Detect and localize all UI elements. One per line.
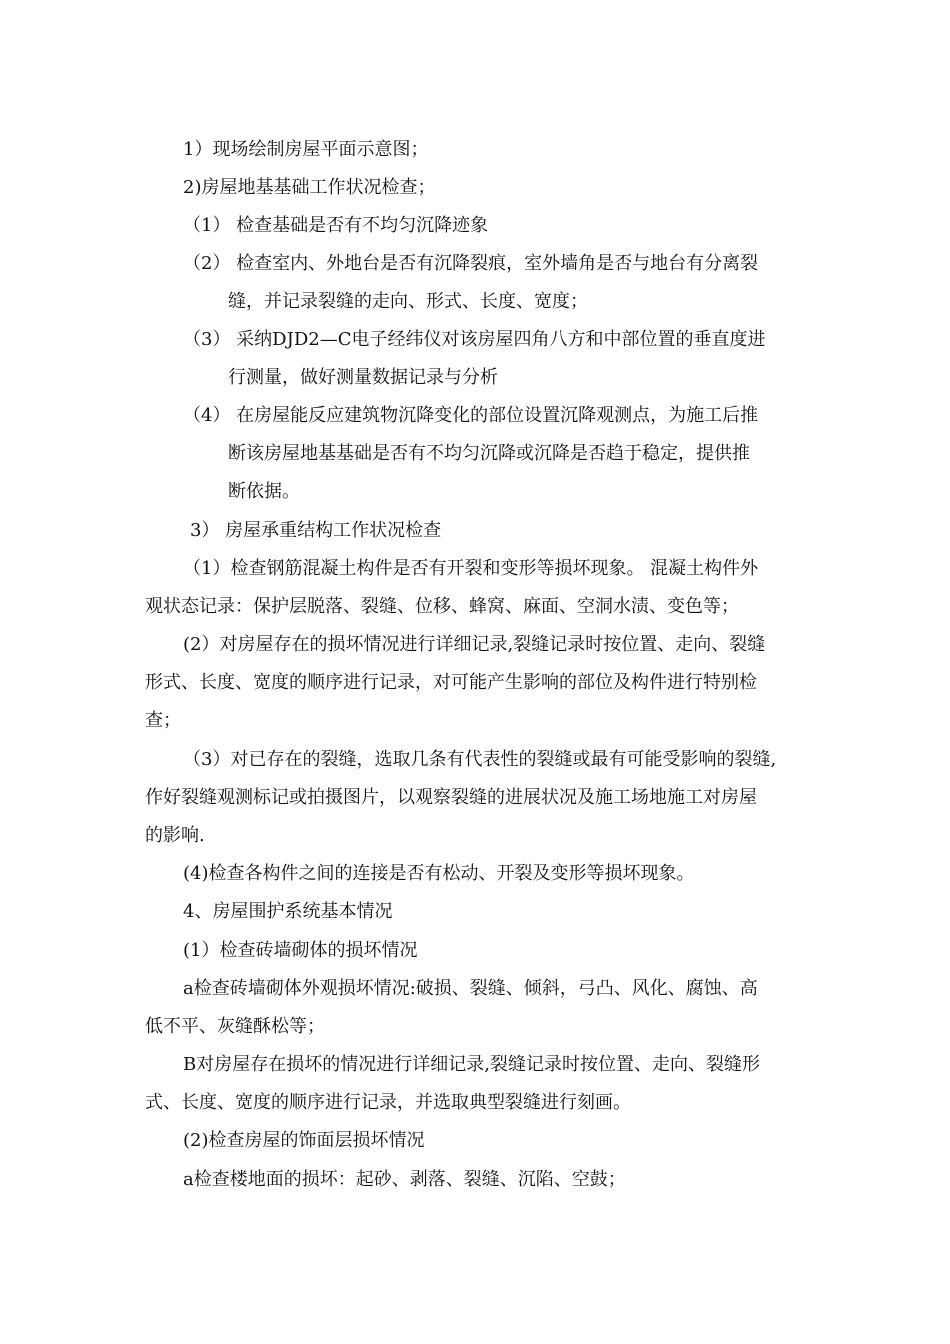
text-line: 观状态记录：保护层脱落、裂缝、位移、蜂窝、麻面、空洞水渍、变色等； [145,596,739,617]
text-line: 缝，并记录裂缝的走向、形式、长度、宽度； [228,291,588,312]
text-line: 2)房屋地基基础工作状况检查； [183,177,436,198]
text-line: （3） 采纳DJD2—C电子经纬仪对该房屋四角八方和中部位置的垂直度进 [183,329,766,350]
text-line: （1） 检查基础是否有不均匀沉降迹象 [183,215,489,236]
text-line: 3） 房屋承重结构工作状况检查 [190,520,442,541]
text-line: （4） 在房屋能反应建筑物沉降变化的部位设置沉降观测点，为施工后推 [183,405,759,426]
text-line: (2）对房屋存在的损坏情况进行详细记录,裂缝记录时按位置、走向、裂缝 [183,634,766,655]
text-line: a检查砖墙砌体外观损坏情况:破损、裂缝、倾斜，弓凸、风化、腐蚀、高 [183,978,758,999]
text-line: 的影响. [145,825,205,846]
text-line: (1）检查砖墙砌体的损坏情况 [183,940,418,961]
text-line: 断该房屋地基基础是否有不均匀沉降或沉降是否趋于稳定，提供推 [228,443,750,464]
text-line: 1）现场绘制房屋平面示意图； [183,139,429,160]
text-line: （2） 检查室内、外地台是否有沉降裂痕，室外墙角是否与地台有分离裂 [183,253,759,274]
text-line: (2)检查房屋的饰面层损坏情况 [183,1130,425,1151]
text-line: （3）对已存在的裂缝，选取几条有代表性的裂缝或最有可能受影响的裂缝, [183,749,777,770]
text-line: （1）检查钢筋混凝土构件是否有开裂和变形等损坏现象。 混凝土构件外 [183,558,759,579]
text-line: 作好裂缝观测标记或拍摄图片，以观察裂缝的进展状况及施工场地施工对房屋 [145,787,757,808]
text-line: 行测量，做好测量数据记录与分析 [228,367,498,388]
text-line: B对房屋存在损坏的情况进行详细记录,裂缝记录时按位置、走向、裂缝形 [183,1054,760,1075]
text-line: (4)检查各构件之间的连接是否有松动、开裂及变形等损坏现象。 [183,863,695,884]
text-line: 形式、长度、宽度的顺序进行记录，对可能产生影响的部位及构件进行特别检 [145,672,757,693]
text-line: a检查楼地面的损坏：起砂、剥落、裂缝、沉陷、空鼓； [183,1169,626,1190]
text-line: 断依据。 [228,481,300,502]
text-line: 低不平、灰缝酥松等； [145,1016,325,1037]
text-line: 查； [145,710,181,731]
text-line: 4、房屋围护系统基本情况 [183,901,393,922]
text-line: 式、长度、宽度的顺序进行记录，并选取典型裂缝进行刻画。 [145,1092,631,1113]
